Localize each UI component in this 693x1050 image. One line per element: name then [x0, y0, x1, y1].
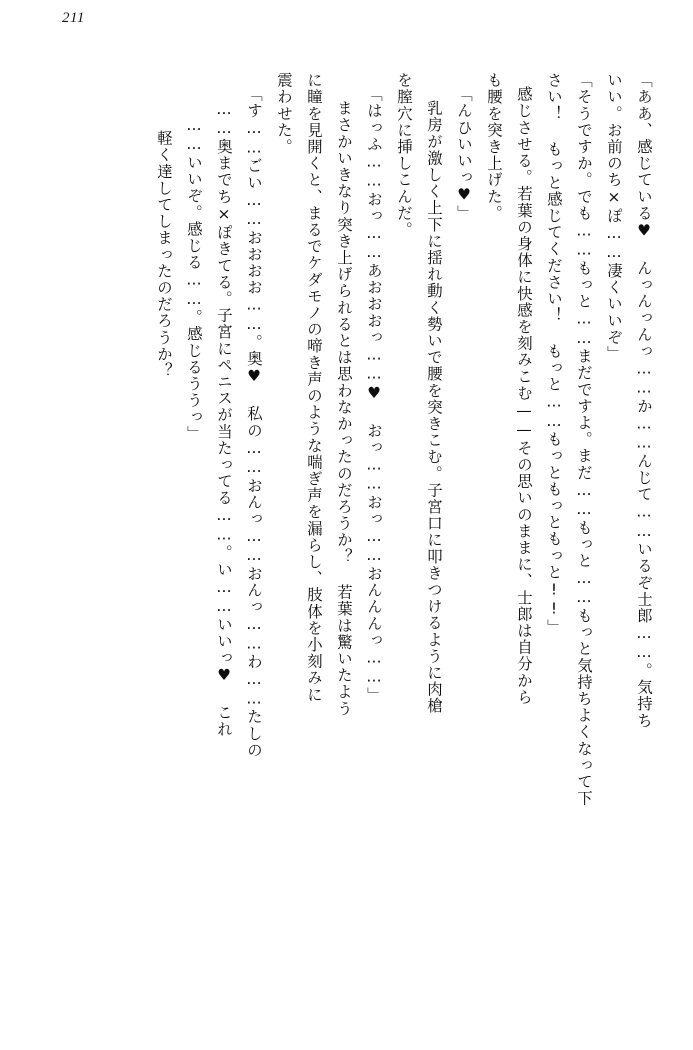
text-column: さい！ もっと感じてください！ もっと……もっともっともっと!!」 [545, 72, 563, 636]
text-column: に瞳を見開くと、まるでケダモノの啼き声のような喘ぎ声を漏らし、肢体を小刻みに [305, 72, 323, 703]
text-column: 感じさせる。若葉の身体に快感を刻みこむ——その思いのままに、士郎は自分から [515, 86, 533, 706]
text-column: まさかいきなり突き上げられるとは思わなかったのだろうか？ 若葉は驚いたよう [335, 100, 353, 717]
text-column: も腰を突き上げた。 [485, 72, 503, 222]
text-column: 「はっふ……おっ……あおおおっ……♥ おっ……おっ……おんんんっ……」 [365, 86, 383, 704]
vertical-text-block [36, 72, 651, 1002]
text-column: 「ああ、感じている♥ んっんっんっ……か……んじて……いるぞ士郎……。気持ち [635, 72, 653, 729]
text-column: 「んひいいっ♥」 [455, 86, 473, 222]
text-column: ……いいぞ。感じる……。感じるううっ」 [185, 116, 203, 442]
page-number: 211 [62, 10, 85, 26]
text-column: 震わせた。 [275, 72, 293, 155]
text-column: 「そうですか。でも……もっと……まだですよ。まだ……もっと……もっと気持ちよくなって下 [575, 72, 593, 807]
text-column: を膣穴に挿しこんだ。 [395, 72, 413, 238]
text-column: 乳房が激しく上下に揺れ動く勢いで腰を突きこむ。子宮口に叩きつけるように肉槍 [425, 100, 443, 715]
text-column: 軽く達してしまったのだろうか？ [155, 130, 173, 379]
text-column: 「す……ごい……おおおお……。奥♥ 私の……おんっ……おんっ……わ……たしの [245, 86, 263, 759]
text-column: いい。お前のち×ぽ……凄くいいぞ」 [605, 72, 623, 362]
text-column: ……奥までち×ぽきてる。子宮にペニスが当たってる……。い……いいっ♥ これ [215, 100, 233, 738]
